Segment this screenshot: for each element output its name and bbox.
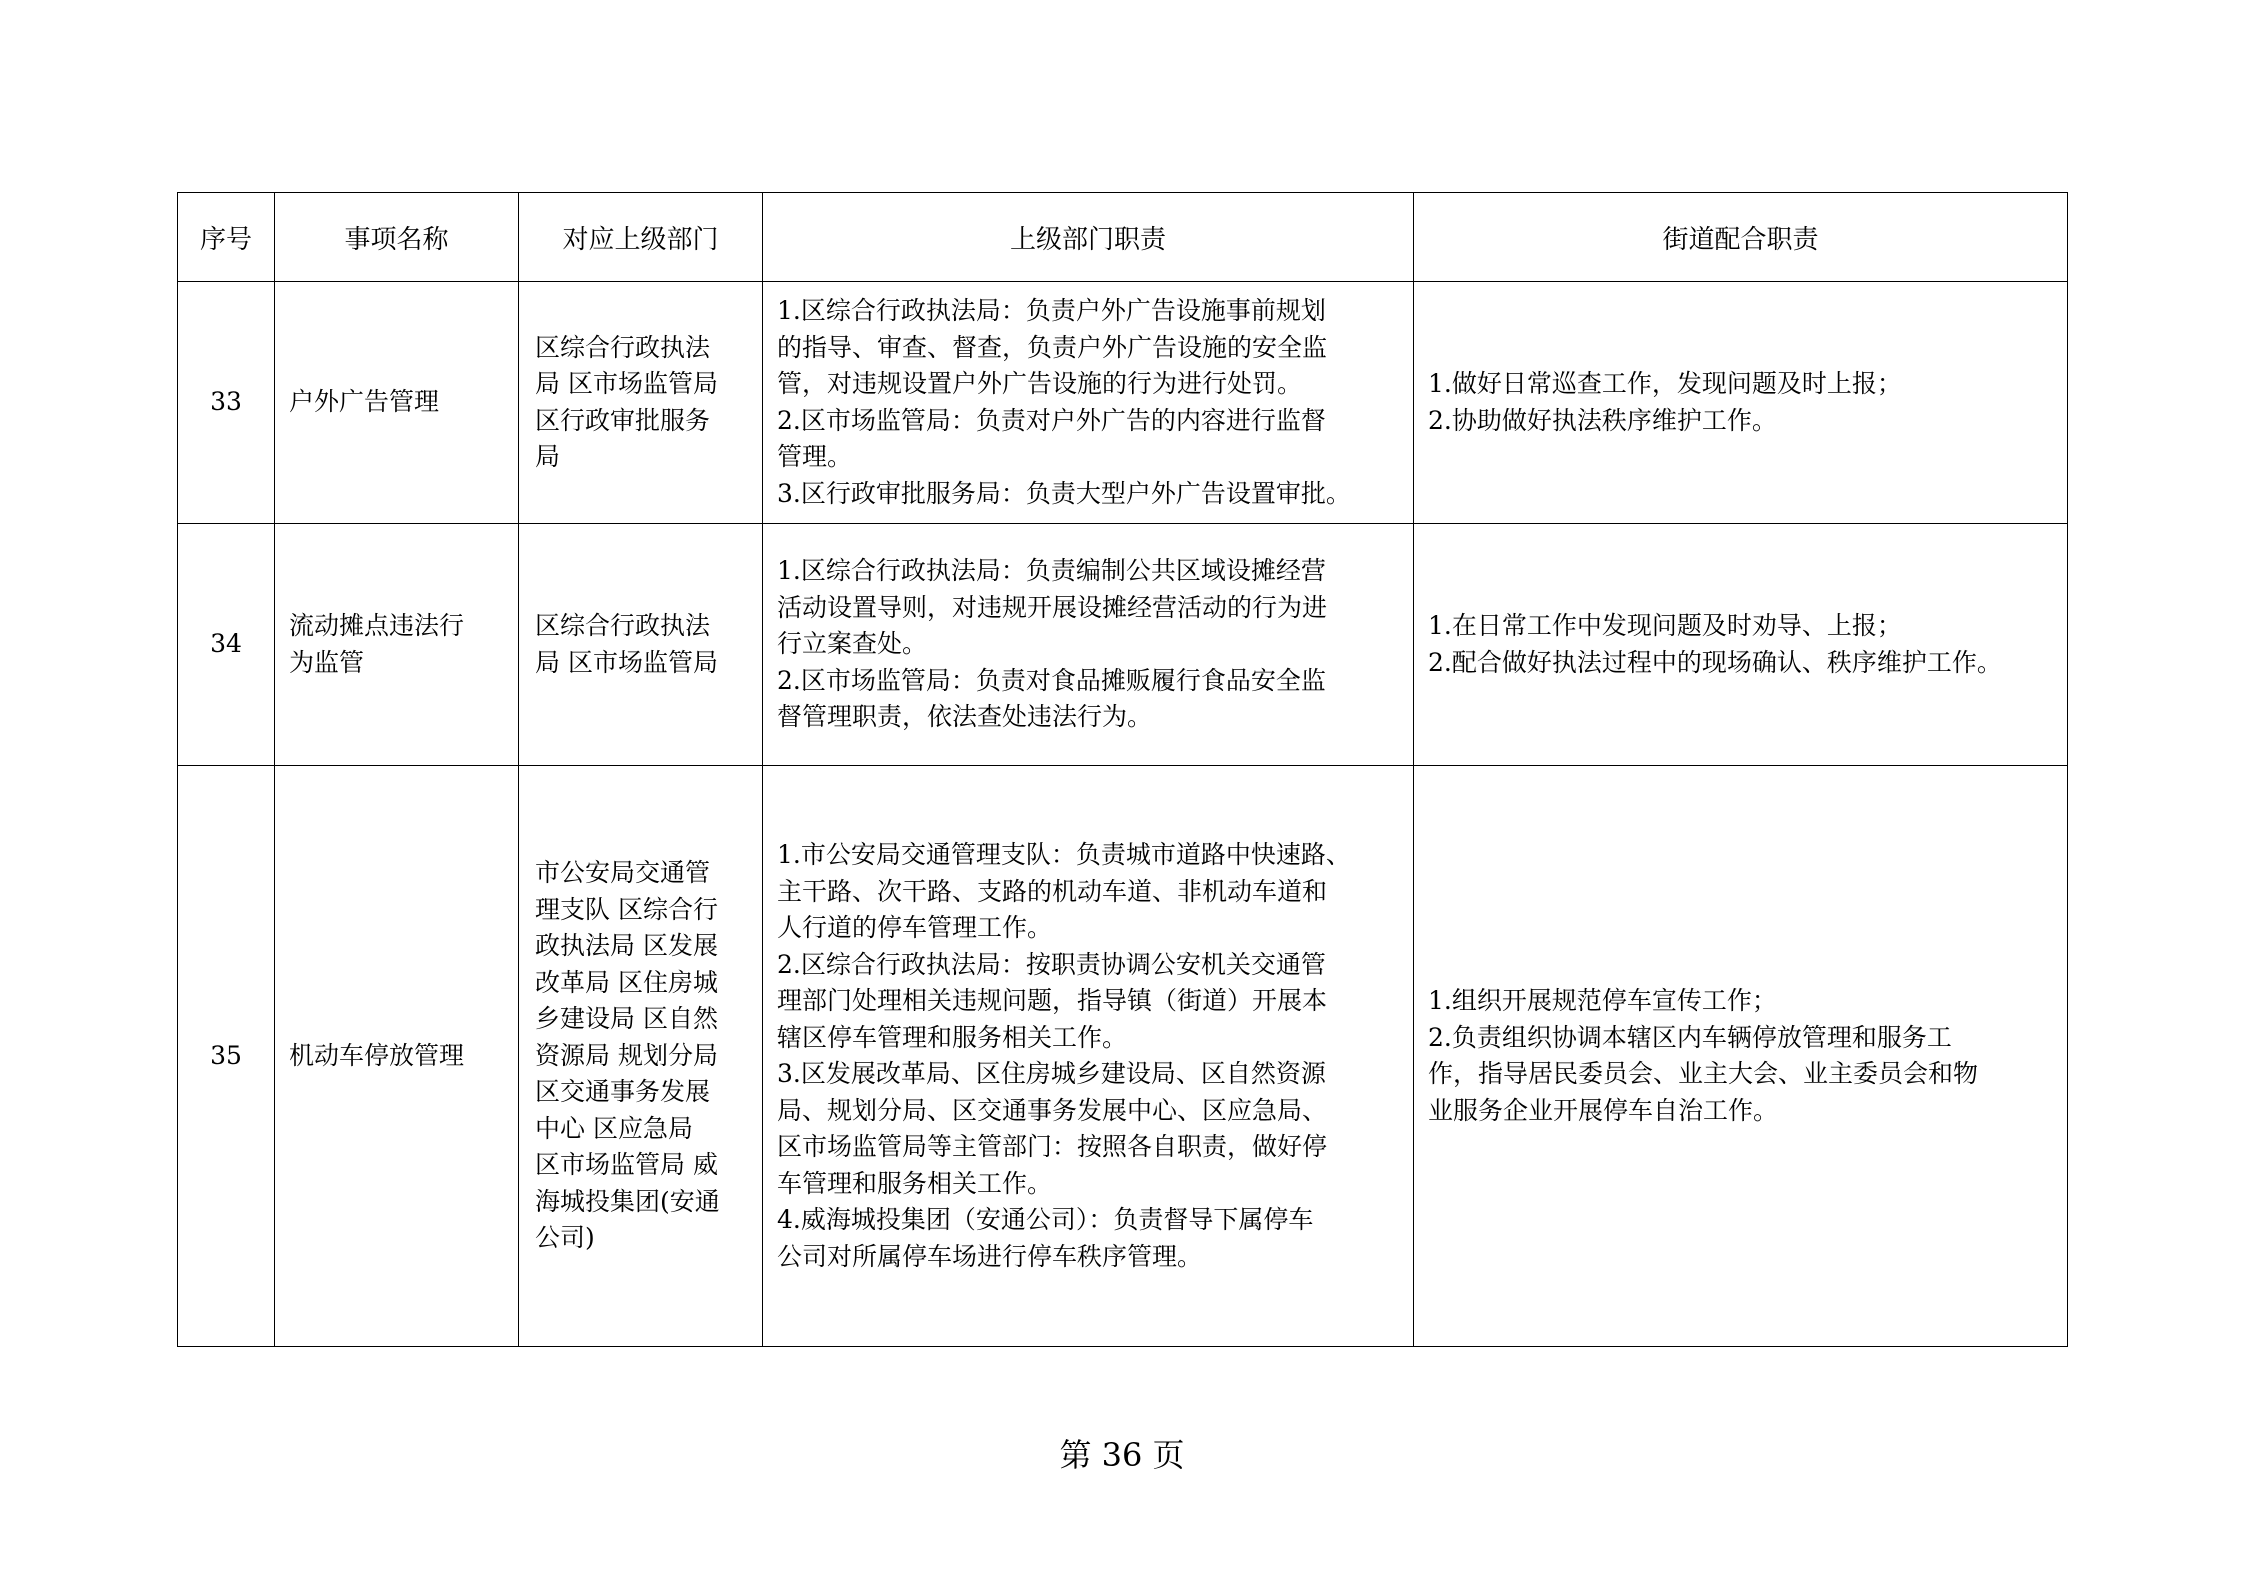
cell-line: 区综合行政执法 [535,332,711,362]
cell-line: 资源局 规划分局 [535,1040,718,1070]
cell-line: 公司) [535,1223,595,1253]
cell-line: 2.区市场监管局：负责对户外广告的内容进行监督 [777,405,1326,435]
cell-line: 改革局 区住房城 [535,967,718,997]
cell-line: 1.区综合行政执法局：负责户外广告设施事前规划 [777,296,1326,325]
cell-line: 2.区市场监管局：负责对食品摊贩履行食品安全监 [777,665,1326,695]
page-number: 第 36 页 [1059,1436,1185,1474]
cell-line: 管理。 [777,442,853,471]
cell-line: 局 [535,442,561,471]
cell-line: 中心 区应急局 [535,1113,693,1143]
table-row [178,524,2068,766]
cell-line: 3.区发展改革局、区住房城乡建设局、区自然资源 [777,1059,1326,1088]
cell-line: 1.做好日常巡查工作，发现问题及时上报； [1428,369,1902,398]
cell-line: 3.区行政审批服务局：负责大型户外广告设置审批。 [777,478,1351,508]
upper-duty-cell [763,282,1414,524]
header-upper-dept: 对应上级部门 [519,193,763,282]
cell-line: 区市场监管局 威 [535,1150,718,1180]
cell-line: 主干路、次干路、支路的机动车道、非机动车道和 [777,876,1328,906]
cell-line: 2.协助做好执法秩序维护工作。 [1428,405,1777,435]
cell-line: 公司对所属停车场进行停车秩序管理。 [777,1241,1203,1271]
upper-duty-cell [763,524,1414,766]
upper-dept-cell [519,282,763,524]
cell-line: 局 区市场监管局 [535,369,718,398]
cell-line: 4.威海城投集团（安通公司）：负责督导下属停车 [777,1205,1314,1234]
header-row [178,193,2068,282]
cell-line: 2.负责组织协调本辖区内车辆停放管理和服务工 [1428,1022,1952,1052]
cell-line: 人行道的停车管理工作。 [777,913,1053,942]
cell-line: 1.市公安局交通管理支队：负责城市道路中快速路、 [777,840,1351,869]
row-index: 34 [178,524,275,766]
header-street-duty: 街道配合职责 [1414,193,2068,282]
cell-line: 2.配合做好执法过程中的现场确认、秩序维护工作。 [1428,647,2002,677]
street-duty-cell [1414,766,2068,1347]
cell-line: 2.区综合行政执法局：按职责协调公安机关交通管 [777,949,1326,979]
cell-line: 海城投集团(安通 [535,1186,720,1216]
cell-line: 作，指导居民委员会、业主大会、业主委员会和物 [1428,1059,1979,1088]
header-item-name: 事项名称 [275,193,519,282]
duty-table [177,192,2068,1347]
cell-line: 行立案查处。 [777,629,928,659]
header-index: 序号 [178,193,275,282]
table-row [178,282,2068,524]
cell-line: 局 区市场监管局 [535,647,718,677]
cell-line: 辖区停车管理和服务相关工作。 [777,1022,1128,1052]
cell-line: 流动摊点违法行 [289,611,465,640]
cell-line: 理部门处理相关违规问题，指导镇（街道）开展本 [777,986,1328,1015]
row-index: 35 [178,766,275,1347]
item-name-cell [275,766,519,1347]
cell-line: 车管理和服务相关工作。 [777,1168,1053,1198]
cell-line: 业服务企业开展停车自治工作。 [1428,1095,1779,1125]
cell-line: 理支队 区综合行 [535,894,718,924]
item-name-cell [275,282,519,524]
cell-line: 区综合行政执法 [535,611,711,640]
cell-line: 政执法局 区发展 [535,931,718,961]
cell-line: 区市场监管局等主管部门：按照各自职责，做好停 [777,1132,1328,1161]
cell-line: 的指导、审查、督查，负责户外广告设施的安全监 [777,332,1328,362]
row-index: 33 [178,282,275,524]
street-duty-cell [1414,524,2068,766]
cell-line: 局、规划分局、区交通事务发展中心、区应急局、 [777,1095,1328,1125]
table-row [178,766,2068,1347]
cell-line: 区交通事务发展 [535,1077,711,1107]
cell-line: 区行政审批服务 [535,405,711,435]
upper-duty-cell [763,766,1414,1347]
item-name-cell [275,524,519,766]
cell-line: 机动车停放管理 [289,1040,465,1070]
cell-line: 1.在日常工作中发现问题及时劝导、上报； [1428,611,1902,640]
upper-dept-cell [519,524,763,766]
cell-line: 活动设置导则，对违规开展设摊经营活动的行为进 [777,592,1328,622]
cell-line: 1.区综合行政执法局：负责编制公共区域设摊经营 [777,556,1326,586]
cell-line: 为监管 [289,647,365,677]
cell-line: 乡建设局 区自然 [535,1004,718,1034]
cell-line: 市公安局交通管 [535,858,711,888]
cell-line: 督管理职责，依法查处违法行为。 [777,702,1153,732]
header-upper-duty: 上级部门职责 [763,193,1414,282]
cell-line: 户外广告管理 [289,387,440,417]
cell-line: 管，对违规设置户外广告设施的行为进行处罚。 [777,369,1303,398]
street-duty-cell [1414,282,2068,524]
upper-dept-cell [519,766,763,1347]
cell-line: 1.组织开展规范停车宣传工作； [1428,986,1777,1015]
